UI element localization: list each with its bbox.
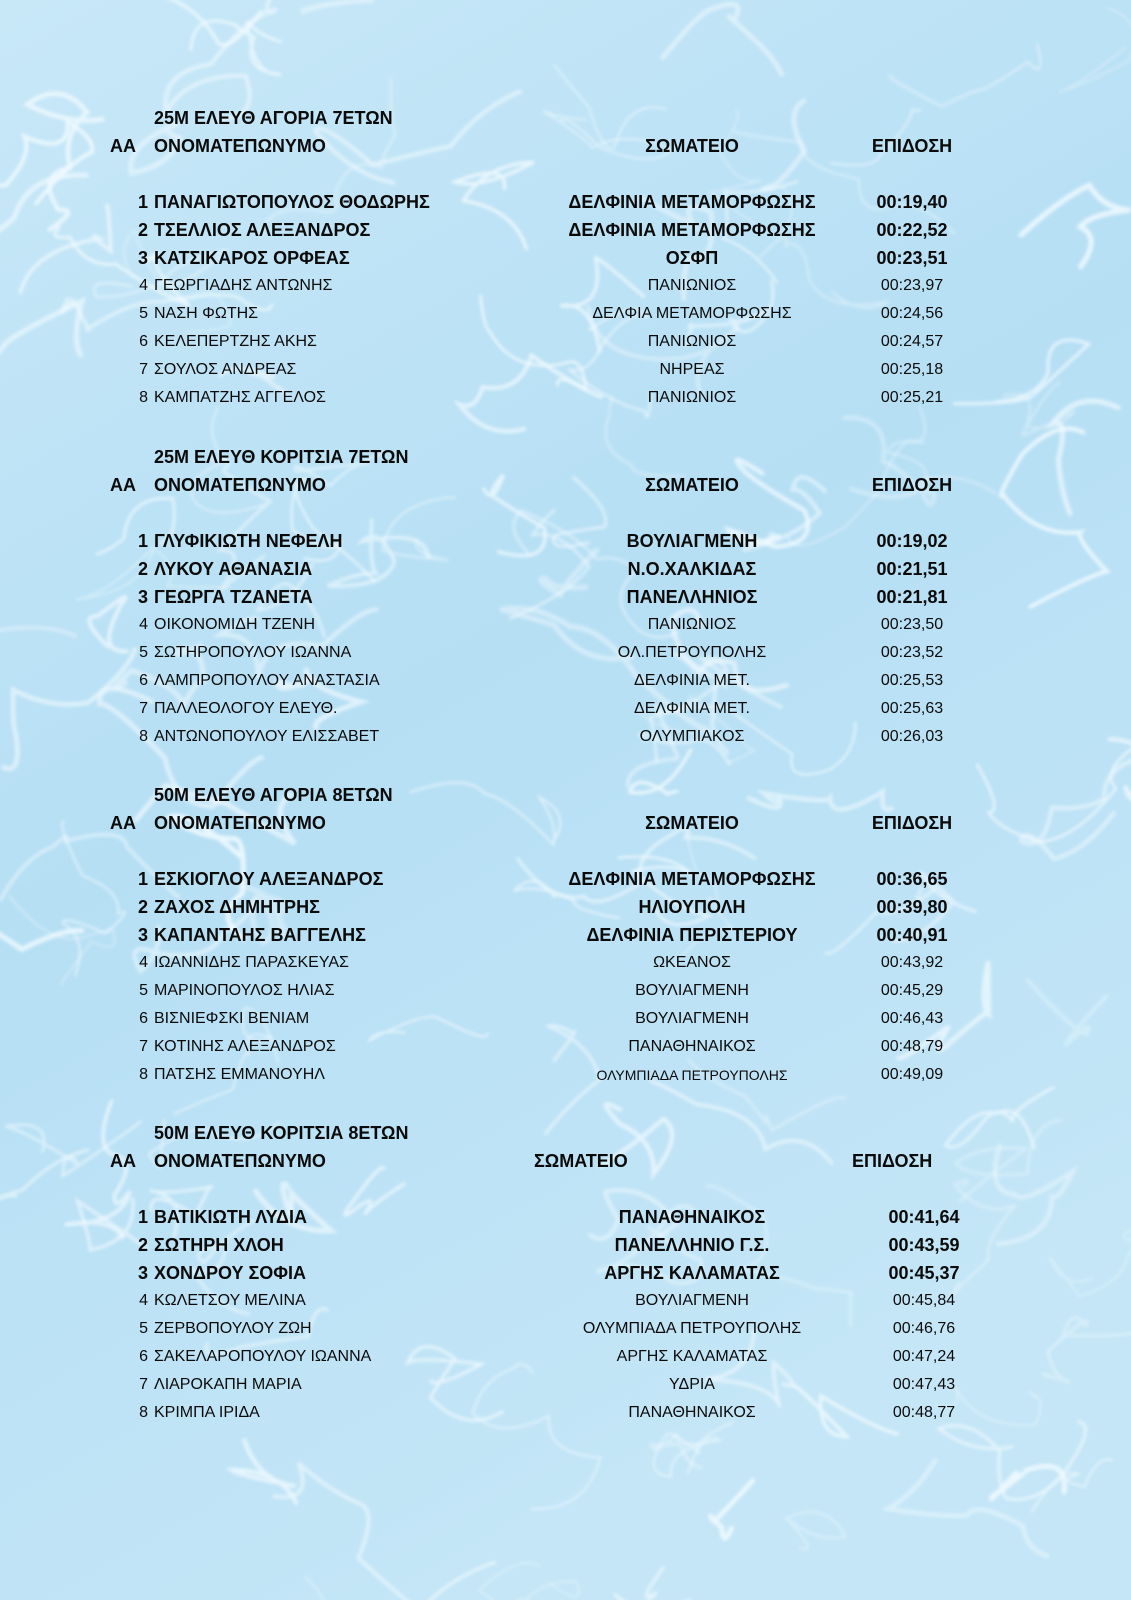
time-cell: 00:26,03 — [880, 728, 944, 745]
table-row — [0, 272, 1131, 300]
time-cell: 00:45,37 — [888, 1263, 960, 1283]
swimmer-name: ΙΩΑΝΝΙΔΗΣ ΠΑΡΑΣΚΕΥΑΣ — [154, 954, 349, 971]
header-club: ΣΩΜΑΤΕΙΟ — [645, 136, 739, 156]
club-name: ΠΑΝΑΘΗΝΑΙΚΟΣ — [618, 1207, 766, 1227]
table-row — [0, 244, 1131, 272]
rank-cell: 1 — [137, 531, 148, 551]
rank-cell: 4 — [139, 277, 148, 294]
table-row — [0, 667, 1131, 695]
table-row — [0, 216, 1131, 244]
swimmer-name: ΟΙΚΟΝΟΜΙΔΗ ΤΖΕΝΗ — [154, 616, 316, 633]
time-cell: 00:23,52 — [880, 644, 944, 661]
table-row — [0, 1371, 1131, 1399]
club-name: ΔΕΛΦΙΑ ΜΕΤΑΜΟΡΦΩΣΗΣ — [592, 305, 792, 322]
swimmer-name: ΜΑΡΙΝΟΠΟΥΛΟΣ ΗΛΙΑΣ — [154, 982, 335, 999]
swimmer-name: ΣΑΚΕΛΑΡΟΠΟΥΛΟΥ ΙΩΑΝΝΑ — [154, 1348, 372, 1365]
header-time: ΕΠΙΔΟΣΗ — [852, 1151, 933, 1171]
header-club: ΣΩΜΑΤΕΙΟ — [534, 1151, 628, 1171]
swimmer-name: ΓΕΩΡΓΑ ΤΖΑΝΕΤΑ — [154, 587, 313, 607]
club-name: ΟΛΥΜΠΙΑΔΑ ΠΕΤΡΟΥΠΟΛΗΣ — [582, 1320, 802, 1337]
rank-cell: 4 — [139, 954, 148, 971]
club-name: ΒΟΥΛΙΑΓΜΕΝΗ — [635, 1292, 749, 1309]
time-cell: 00:39,80 — [876, 897, 948, 917]
rank-cell: 7 — [139, 700, 148, 717]
time-cell: 00:48,77 — [892, 1404, 956, 1421]
club-name: ΑΡΓΗΣ ΚΑΛΑΜΑΤΑΣ — [604, 1263, 780, 1283]
rank-cell: 3 — [137, 248, 148, 268]
club-name: ΑΡΓΗΣ ΚΑΛΑΜΑΤΑΣ — [616, 1348, 768, 1365]
rank-cell: 2 — [137, 559, 148, 579]
club-name: ΠΑΝΑΘΗΝΑΙΚΟΣ — [628, 1038, 756, 1055]
club-name: ΔΕΛΦΙΝΙΑ ΜΕΤΑΜΟΡΦΩΣΗΣ — [568, 869, 816, 889]
rank-cell: 3 — [137, 1263, 148, 1283]
time-cell: 00:19,40 — [876, 192, 948, 212]
header-time: ΕΠΙΔΟΣΗ — [871, 475, 953, 495]
table-row — [0, 356, 1131, 384]
club-name: ΝΗΡΕΑΣ — [659, 361, 725, 378]
rank-cell: 2 — [137, 897, 148, 917]
club-name: ΒΟΥΛΙΑΓΜΕΝΗ — [626, 531, 758, 551]
swimmer-name: ΚΑΜΠΑΤΖΗΣ ΑΓΓΕΛΟΣ — [154, 389, 326, 406]
time-cell: 00:43,59 — [888, 1235, 960, 1255]
time-cell: 00:46,76 — [892, 1320, 956, 1337]
rank-cell: 8 — [139, 728, 148, 745]
swimmer-name: ΛΙΑΡΟΚΑΠΗ ΜΑΡΙΑ — [154, 1376, 302, 1393]
swimmer-name: ΚΩΛΕΤΣΟΥ ΜΕΛΙΝΑ — [154, 1292, 306, 1309]
club-name: ΔΕΛΦΙΝΙΑ ΠΕΡΙΣΤΕΡΙΟΥ — [586, 925, 798, 945]
header-name: ΟΝΟΜΑΤΕΠΩΝΥΜΟ — [154, 136, 326, 156]
table-row — [0, 977, 1131, 1005]
rank-cell: 2 — [137, 220, 148, 240]
rank-cell: 8 — [139, 1066, 148, 1083]
event-title: 50Μ ΕΛΕΥΘ ΚΟΡΙΤΣΙΑ 8ΕΤΩΝ — [154, 1123, 409, 1143]
table-header — [0, 809, 1131, 837]
swimmer-name: ΓΛΥΦΙΚΙΩΤΗ ΝΕΦΕΛΗ — [154, 531, 343, 551]
rank-cell: 8 — [139, 1404, 148, 1421]
club-name: ΠΑΝΕΛΛΗΝΙΟΣ — [626, 587, 758, 607]
table-row — [0, 583, 1131, 611]
swimmer-name: ΖΕΡΒΟΠΟΥΛΟΥ ΖΩΗ — [154, 1320, 312, 1337]
rank-cell: 4 — [139, 616, 148, 633]
rank-cell: 1 — [137, 192, 148, 212]
event-title: 25Μ ΕΛΕΥΘ ΑΓΟΡΙΑ 7ΕΤΩΝ — [154, 108, 393, 128]
time-cell: 00:25,21 — [880, 389, 944, 406]
swimmer-name: ΣΩΤΗΡΗ ΧΛΟΗ — [154, 1235, 284, 1255]
header-aa: ΑΑ — [110, 813, 136, 833]
club-name: ΔΕΛΦΙΝΙΑ ΜΕΤΑΜΟΡΦΩΣΗΣ — [568, 192, 816, 212]
rank-cell: 4 — [139, 1292, 148, 1309]
time-cell: 00:45,84 — [892, 1292, 956, 1309]
time-cell: 00:23,50 — [880, 616, 944, 633]
club-name: ΠΑΝΑΘΗΝΑΙΚΟΣ — [628, 1404, 756, 1421]
table-row — [0, 1315, 1131, 1343]
table-row — [0, 1287, 1131, 1315]
time-cell: 00:48,79 — [880, 1038, 944, 1055]
rank-cell: 3 — [137, 925, 148, 945]
table-row — [0, 527, 1131, 555]
club-name: ΒΟΥΛΙΑΓΜΕΝΗ — [635, 1010, 749, 1027]
time-cell: 00:21,51 — [876, 559, 948, 579]
rank-cell: 6 — [139, 672, 148, 689]
table-row — [0, 1033, 1131, 1061]
time-cell: 00:22,52 — [876, 220, 948, 240]
header-time: ΕΠΙΔΟΣΗ — [871, 813, 953, 833]
header-name: ΟΝΟΜΑΤΕΠΩΝΥΜΟ — [154, 1151, 326, 1171]
header-club: ΣΩΜΑΤΕΙΟ — [645, 813, 739, 833]
table-row — [0, 1343, 1131, 1371]
time-cell: 00:49,09 — [880, 1066, 944, 1083]
swimmer-name: ΚΡΙΜΠΑ ΙΡΙΔΑ — [154, 1404, 260, 1421]
swimmer-name: ΒΙΣΝΙΕΦΣΚΙ ΒΕΝΙΑΜ — [154, 1010, 310, 1027]
rank-cell: 5 — [139, 1320, 148, 1337]
swimmer-name: ΧΟΝΔΡΟΥ ΣΟΦΙΑ — [154, 1263, 307, 1283]
time-cell: 00:23,51 — [876, 248, 948, 268]
club-name: ΩΚΕΑΝΟΣ — [653, 954, 731, 971]
rank-cell: 5 — [139, 982, 148, 999]
club-name: ΥΔΡΙΑ — [669, 1376, 715, 1393]
table-row — [0, 865, 1131, 893]
rank-cell: 5 — [139, 644, 148, 661]
time-cell: 00:45,29 — [880, 982, 944, 999]
swimmer-name: ΚΕΛΕΠΕΡΤΖΗΣ ΑΚΗΣ — [154, 333, 317, 350]
swimmer-name: ΒΑΤΙΚΙΩΤΗ ΛΥΔΙΑ — [154, 1207, 307, 1227]
header-aa: ΑΑ — [110, 475, 136, 495]
table-row — [0, 1005, 1131, 1033]
time-cell: 00:46,43 — [880, 1010, 944, 1027]
swimmer-name: ΓΕΩΡΓΙΑΔΗΣ ΑΝΤΩΝΗΣ — [154, 277, 333, 294]
time-cell: 00:47,24 — [892, 1348, 956, 1365]
header-aa: ΑΑ — [110, 136, 136, 156]
time-cell: 00:25,63 — [880, 700, 944, 717]
club-name: ΔΕΛΦΙΝΙΑ ΜΕΤ. — [634, 700, 750, 717]
club-name: ΟΛΥΜΠΙΑΚΟΣ — [639, 728, 745, 745]
club-name: ΟΛ.ΠΕΤΡΟΥΠΟΛΗΣ — [617, 644, 767, 661]
time-cell: 00:47,43 — [892, 1376, 956, 1393]
rank-cell: 7 — [139, 1038, 148, 1055]
club-name: ΠΑΝΙΩΝΙΟΣ — [647, 333, 737, 350]
club-name: Ν.Ο.ΧΑΛΚΙΔΑΣ — [627, 559, 757, 579]
swimmer-name: ΠΑΝΑΓΙΩΤΟΠΟΥΛΟΣ ΘΟΔΩΡΗΣ — [154, 192, 430, 212]
table-row — [0, 611, 1131, 639]
table-row — [0, 1231, 1131, 1259]
time-cell: 00:21,81 — [876, 587, 948, 607]
header-name: ΟΝΟΜΑΤΕΠΩΝΥΜΟ — [154, 475, 326, 495]
results-list — [0, 865, 1131, 1089]
swimmer-name: ΚΑΤΣΙΚΑΡΟΣ ΟΡΦΕΑΣ — [154, 248, 350, 268]
results-list — [0, 188, 1131, 412]
time-cell: 00:36,65 — [876, 869, 948, 889]
table-row — [0, 555, 1131, 583]
club-name: ΠΑΝΙΩΝΙΟΣ — [647, 616, 737, 633]
event-title: 50Μ ΕΛΕΥΘ ΑΓΟΡΙΑ 8ΕΤΩΝ — [154, 785, 393, 805]
club-name: ΒΟΥΛΙΑΓΜΕΝΗ — [635, 982, 749, 999]
time-cell: 00:25,53 — [880, 672, 944, 689]
header-aa: ΑΑ — [110, 1151, 136, 1171]
time-cell: 00:40,91 — [876, 925, 948, 945]
club-name: ΗΛΙΟΥΠΟΛΗ — [638, 897, 746, 917]
table-row — [0, 300, 1131, 328]
table-header — [0, 1147, 1131, 1175]
club-name: ΔΕΛΦΙΝΙΑ ΜΕΤ. — [634, 672, 750, 689]
rank-cell: 7 — [139, 361, 148, 378]
swimmer-name: ΛΑΜΠΡΟΠΟΥΛΟΥ ΑΝΑΣΤΑΣΙΑ — [154, 672, 380, 689]
table-row — [0, 949, 1131, 977]
club-name: ΔΕΛΦΙΝΙΑ ΜΕΤΑΜΟΡΦΩΣΗΣ — [568, 220, 816, 240]
table-row — [0, 921, 1131, 949]
swimmer-name: ΕΣΚΙΟΓΛΟΥ ΑΛΕΞΑΝΔΡΟΣ — [154, 869, 384, 889]
swimmer-name: ΠΑΤΣΗΣ ΕΜΜΑΝΟΥΗΛ — [154, 1066, 325, 1083]
table-row — [0, 1061, 1131, 1089]
table-row — [0, 328, 1131, 356]
rank-cell: 1 — [137, 869, 148, 889]
club-name: ΠΑΝΙΩΝΙΟΣ — [647, 389, 737, 406]
table-row — [0, 188, 1131, 216]
swimmer-name: ΖΑΧΟΣ ΔΗΜΗΤΡΗΣ — [154, 897, 320, 917]
table-header — [0, 132, 1131, 160]
club-name: ΠΑΝΕΛΛΗΝΙΟ Γ.Σ. — [614, 1235, 770, 1255]
time-cell: 00:43,92 — [880, 954, 944, 971]
club-name: ΟΣΦΠ — [665, 248, 719, 268]
rank-cell: 2 — [137, 1235, 148, 1255]
rank-cell: 8 — [139, 389, 148, 406]
time-cell: 00:24,57 — [880, 333, 944, 350]
time-cell: 00:25,18 — [880, 361, 944, 378]
swimmer-name: ΚΑΠΑΝΤΑΗΣ ΒΑΓΓΕΛΗΣ — [154, 925, 366, 945]
rank-cell: 7 — [139, 1376, 148, 1393]
table-row — [0, 384, 1131, 412]
time-cell: 00:24,56 — [880, 305, 944, 322]
table-row — [0, 1203, 1131, 1231]
event-title: 25Μ ΕΛΕΥΘ ΚΟΡΙΤΣΙΑ 7ΕΤΩΝ — [154, 447, 409, 467]
table-row — [0, 695, 1131, 723]
header-club: ΣΩΜΑΤΕΙΟ — [645, 475, 739, 495]
swimmer-name: ΚΟΤΙΝΗΣ ΑΛΕΞΑΝΔΡΟΣ — [154, 1038, 336, 1055]
rank-cell: 6 — [139, 1348, 148, 1365]
table-row — [0, 893, 1131, 921]
rank-cell: 6 — [139, 1010, 148, 1027]
results-list — [0, 1203, 1131, 1427]
time-cell: 00:41,64 — [888, 1207, 960, 1227]
header-name: ΟΝΟΜΑΤΕΠΩΝΥΜΟ — [154, 813, 326, 833]
swimmer-name: ΑΝΤΩΝΟΠΟΥΛΟΥ ΕΛΙΣΣΑΒΕΤ — [154, 728, 380, 745]
header-time: ΕΠΙΔΟΣΗ — [871, 136, 953, 156]
club-name: ΠΑΝΙΩΝΙΟΣ — [647, 277, 737, 294]
rank-cell: 3 — [137, 587, 148, 607]
swimmer-name: ΛΥΚΟΥ ΑΘΑΝΑΣΙΑ — [154, 559, 313, 579]
swimmer-name: ΠΑΛΛΕΟΛΟΓΟΥ ΕΛΕΥΘ. — [154, 700, 338, 717]
table-row — [0, 1399, 1131, 1427]
results-list — [0, 527, 1131, 751]
swimmer-name: ΣΟΥΛΟΣ ΑΝΔΡΕΑΣ — [154, 361, 297, 378]
time-cell: 00:19,02 — [876, 531, 948, 551]
rank-cell: 6 — [139, 333, 148, 350]
rank-cell: 1 — [137, 1207, 148, 1227]
table-header — [0, 471, 1131, 499]
table-row — [0, 639, 1131, 667]
rank-cell: 5 — [139, 305, 148, 322]
club-name: ΟΛΥΜΠΙΑΔΑ ΠΕΤΡΟΥΠΟΛΗΣ — [596, 1067, 788, 1083]
swimmer-name: ΤΣΕΛΛΙΟΣ ΑΛΕΞΑΝΔΡΟΣ — [154, 220, 371, 240]
table-row — [0, 723, 1131, 751]
swimmer-name: ΣΩΤΗΡΟΠΟΥΛΟΥ ΙΩΑΝΝΑ — [154, 644, 352, 661]
swimmer-name: ΝΑΣΗ ΦΩΤΗΣ — [154, 305, 259, 322]
time-cell: 00:23,97 — [880, 277, 944, 294]
table-row — [0, 1259, 1131, 1287]
